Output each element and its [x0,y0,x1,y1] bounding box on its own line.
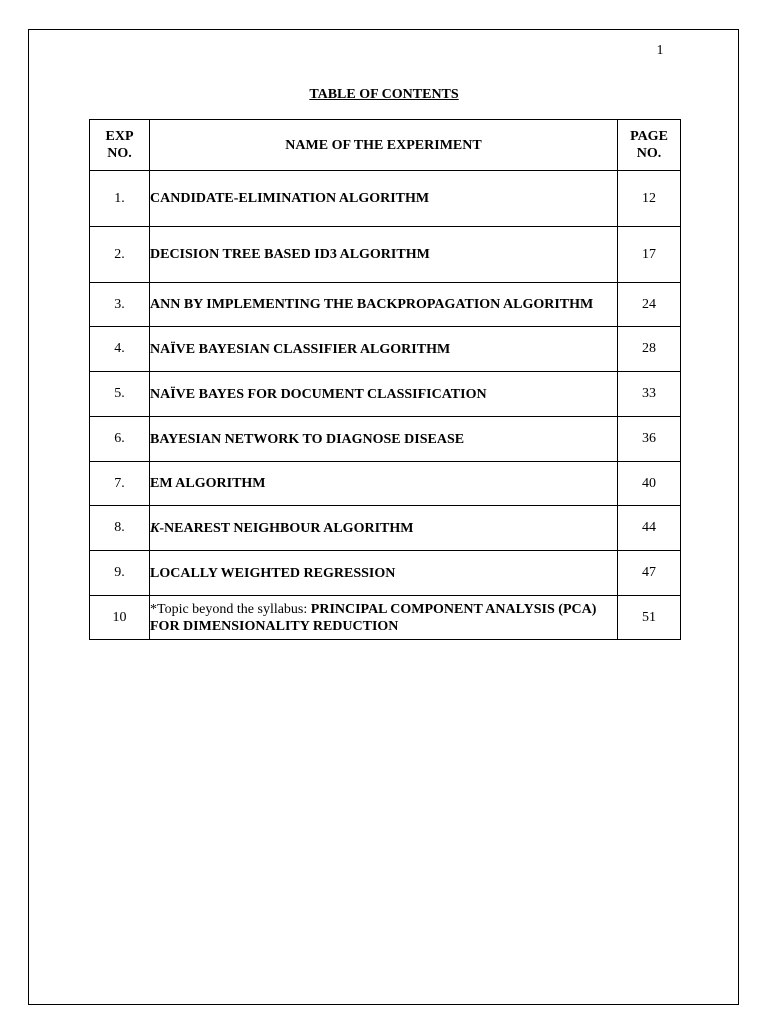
experiment-name-prefix: *Topic beyond the syllabus: [150,601,311,617]
table-row [90,417,681,462]
experiment-name-italic-k: K [150,520,160,536]
page-number: 1 [656,43,664,58]
page-ref: 33 [618,372,681,417]
page-ref: 28 [618,327,681,372]
page-ref: 12 [618,171,681,227]
toc-table [89,119,681,640]
table-row [90,506,681,551]
experiment-name: BAYESIAN NETWORK TO DIAGNOSE DISEASE [150,417,618,462]
table-row [90,551,681,596]
exp-number: 8. [90,506,150,551]
header-experiment-name: NAME OF THE EXPERIMENT [150,120,618,171]
header-exp-line2: NO. [107,146,132,161]
exp-number: 3. [90,283,150,327]
experiment-name: ANN BY IMPLEMENTING THE BACKPROPAGATION ALGORITHM [150,283,618,327]
experiment-name: DECISION TREE BASED ID3 ALGORITHM [150,227,618,283]
table-row [90,283,681,327]
experiment-name: EM ALGORITHM [150,462,618,506]
experiment-name [150,596,618,640]
table-row [90,462,681,506]
page-ref: 51 [618,596,681,640]
exp-number: 4. [90,327,150,372]
header-page-line2: NO. [636,146,662,161]
exp-number: 7. [90,462,150,506]
experiment-name: NAÏVE BAYESIAN CLASSIFIER ALGORITHM [150,327,618,372]
exp-number: 2. [90,227,150,283]
exp-number: 5. [90,372,150,417]
experiment-name-main: PRINCIPAL COMPONENT ANALYSIS (PCA) FOR DIMENSIONALITY REDUCTION [150,601,597,634]
exp-number: 10 [90,596,150,640]
table-row [90,372,681,417]
page-ref: 36 [618,417,681,462]
table-header-row [90,120,681,171]
page-ref: 17 [618,227,681,283]
exp-number: 9. [90,551,150,596]
table-row [90,327,681,372]
table-row [90,171,681,227]
header-exp-no [90,120,150,171]
experiment-name: CANDIDATE-ELIMINATION ALGORITHM [150,171,618,227]
table-row [90,227,681,283]
experiment-name [150,506,618,551]
page-ref: 40 [618,462,681,506]
page-title: TABLE OF CONTENTS [309,87,459,102]
table-row [90,596,681,640]
page-ref: 24 [618,283,681,327]
exp-number: 1. [90,171,150,227]
page-ref: 47 [618,551,681,596]
exp-number: 6. [90,417,150,462]
experiment-name: NAÏVE BAYES FOR DOCUMENT CLASSIFICATION [150,372,618,417]
header-page-line1: PAGE [630,129,668,144]
header-exp-line1: EXP [105,129,134,144]
experiment-name-rest: -NEAREST NEIGHBOUR ALGORITHM [159,520,414,536]
page-ref: 44 [618,506,681,551]
header-page-no [618,120,681,171]
experiment-name: LOCALLY WEIGHTED REGRESSION [150,551,618,596]
